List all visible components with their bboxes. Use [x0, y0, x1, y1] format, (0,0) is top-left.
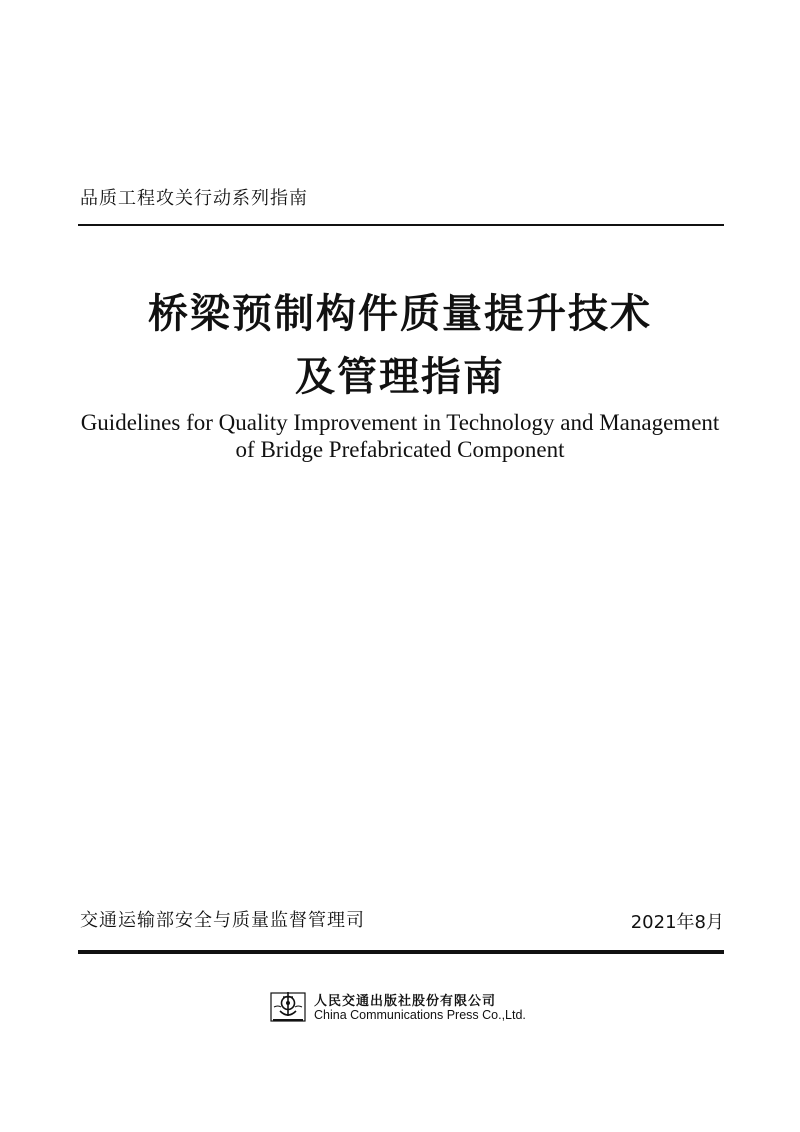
title-zh-line-2: 及管理指南 [295, 354, 505, 400]
series-name: 品质工程攻关行动系列指南 [80, 188, 308, 209]
publisher-name-en: China Communications Press Co.,Ltd. [314, 1008, 526, 1022]
publication-date: 2021年8月 [630, 912, 724, 933]
publisher-name-zh: 人民交通出版社股份有限公司 [314, 994, 497, 1009]
publisher-block [270, 989, 550, 1025]
title-zh-line-1: 桥梁预制构件质量提升技术 [148, 291, 652, 337]
anchor-wheel-emblem-icon [270, 989, 306, 1023]
title-en-line-2: of Bridge Prefabricated Component [235, 437, 565, 462]
top-divider [78, 224, 724, 226]
issuing-department: 交通运输部安全与质量监督管理司 [80, 910, 365, 931]
title-en-line-1: Guidelines for Quality Improvement in Technology and Management [80, 410, 720, 435]
bottom-divider [78, 950, 724, 954]
